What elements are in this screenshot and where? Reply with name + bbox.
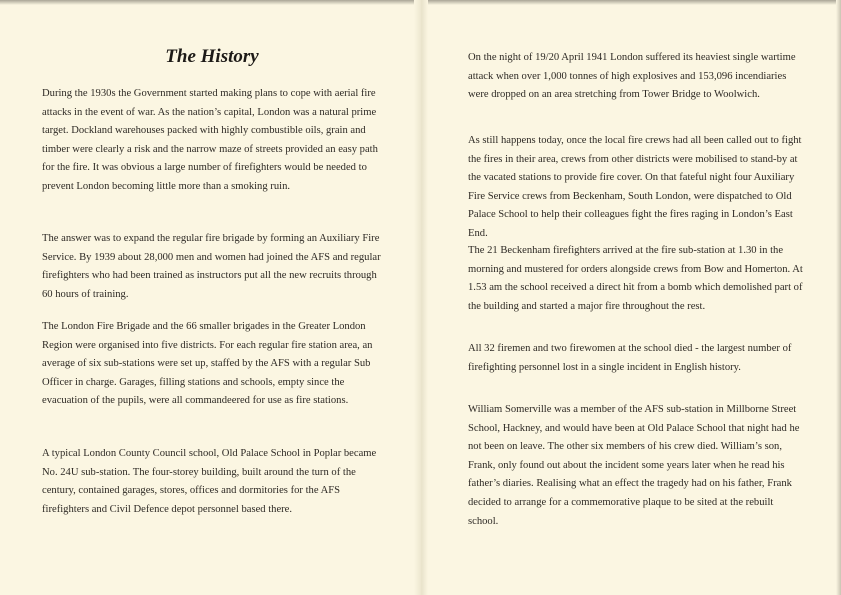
left-paragraph-1: During the 1930s the Government started making plans to cope with aerial fire attacks in the event of war. As the nation’s capital, London was a natural prime target. Dockland warehouses packed with highly combustible oils, grain and timber were clearly a risk and the narrow maze of streets provided an easy path for the fire. It was obvious a large number of firefighters would be needed to prevent London becoming little more than a smoking ruin. xyxy=(42,88,378,192)
left-page xyxy=(42,0,382,595)
page-title: The History xyxy=(165,46,259,67)
right-paragraph-3: The 21 Beckenham firefighters arrived at the fire sub-station at 1.30 in the morning and mustered for orders alongside crews from Bow and Homerton. At 1.53 am the school received a direct hit from a bomb which demolished part of the building and started a major fire throughout the rest. xyxy=(468,245,803,312)
left-paragraph-2: The answer was to expand the regular fire brigade by forming an Auxiliary Fire Service. By 1939 about 28,000 men and women had joined the AFS and regular firefighters who had been trained as instructors put all the new recruits through 60 hours of training. xyxy=(42,233,381,300)
booklet-gutter xyxy=(414,0,428,595)
left-paragraph-3: The London Fire Brigade and the 66 smaller brigades in the Greater London Region were organised into five districts. For each regular fire station area, an average of six sub-stations were set up, staffed by the AFS with a regular Sub Officer in charge. Garages, filling stations and schools, empty since the evacuation of the pupils, were all commandeered for use as fire stations. xyxy=(42,321,373,407)
right-paragraph-4: All 32 firemen and two firewomen at the school died - the largest number of firefighting personnel lost in a single incident in English history. xyxy=(468,343,792,373)
right-page xyxy=(468,0,806,595)
right-paragraph-1: On the night of 19/20 April 1941 London suffered its heaviest single wartime attack when over 1,000 tonnes of high explosives and 153,096 incendiaries were dropped on an area stretching from Tower Bridge to Woolwich. xyxy=(468,52,796,101)
right-paragraph-2: As still happens today, once the local fire crews had all been called out to fight the fires in their area, crews from other districts were mobilised to stand-by at the vacated stations to provide fire cover. On that fateful night four Auxiliary Fire Service crews from Beckenham, South London, were dispatched to Old Palace School to help their colleagues fight the fires raging in London’s East End. xyxy=(468,135,802,239)
page-right-edge xyxy=(836,0,841,595)
right-paragraph-5: William Somerville was a member of the AFS sub-station in Millborne Street School, Hackney, and would have been at Old Palace School that night had he not been on leave. The other six members of his crew died. William’s son, Frank, only found out about the incident some years later when he read his father’s diaries. Realising what an effect the tragedy had on his father, Frank decided to arrange for a commemorative plaque to be sited at the rebuilt school. xyxy=(468,404,800,527)
left-paragraph-4: A typical London County Council school, Old Palace School in Poplar became No. 24U sub-station. The four-storey building, built around the turn of the century, contained garages, stores, offices and dormitories for the AFS firefighters and Civil Defence depot personnel based there. xyxy=(42,448,377,515)
